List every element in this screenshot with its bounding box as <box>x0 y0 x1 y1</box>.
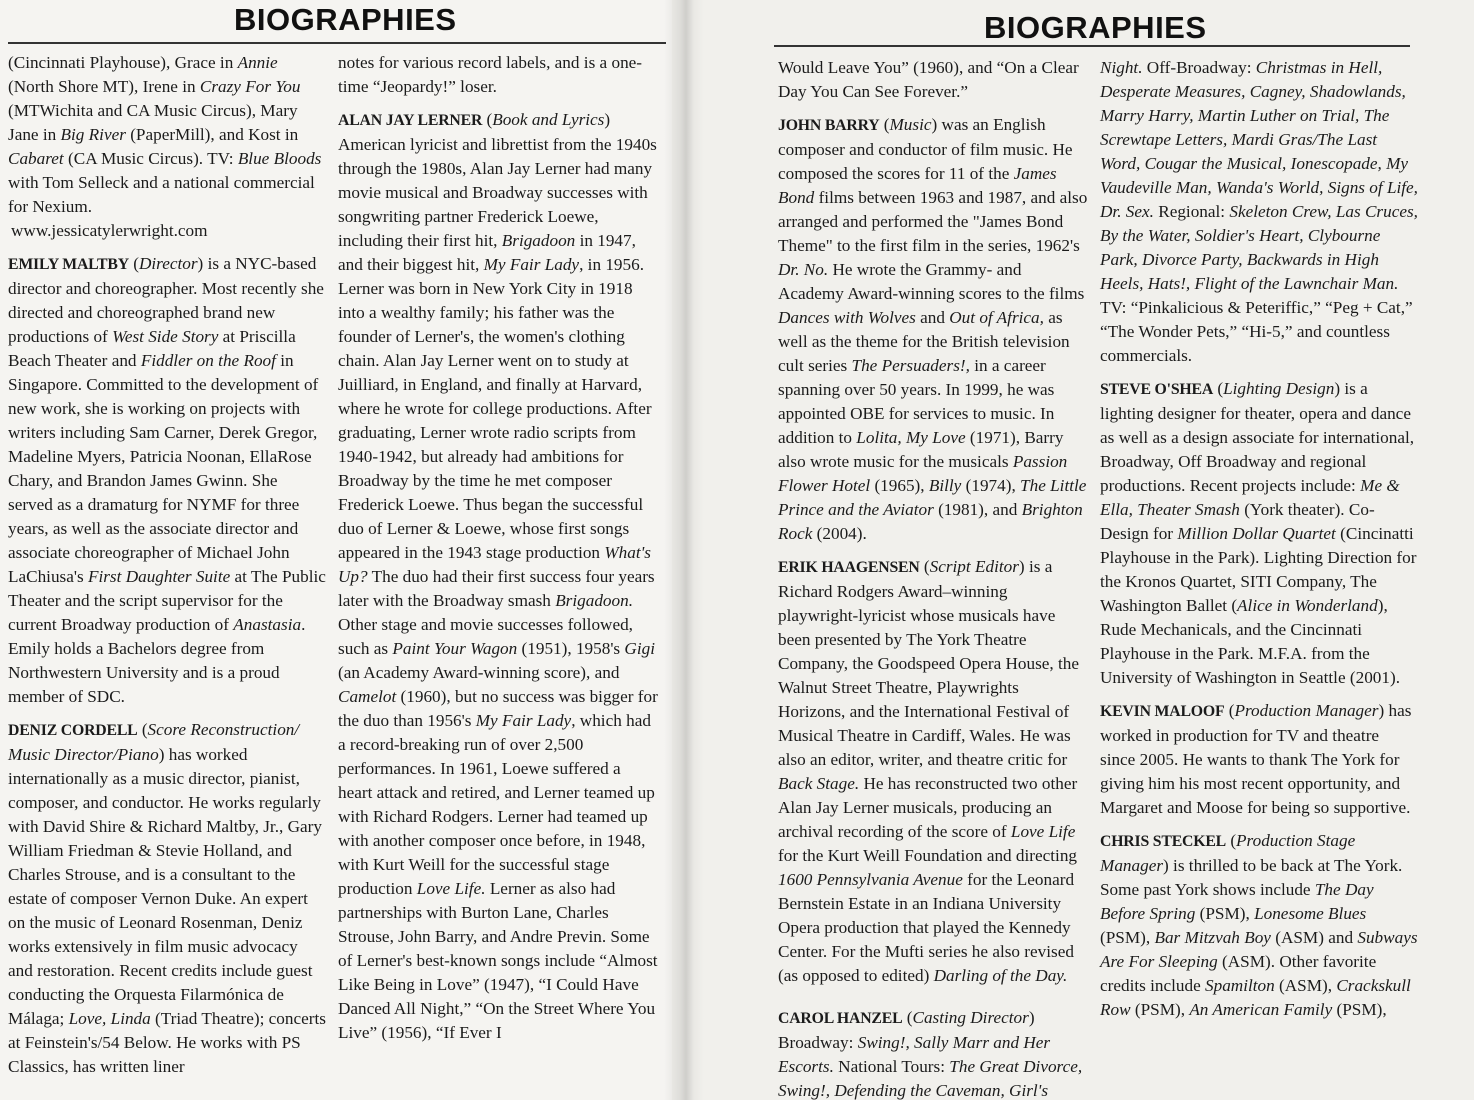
page-title: BIOGRAPHIES <box>234 2 457 37</box>
bio-deniz-cordell: DENIZ CORDELL (Score Reconstruction/ Music Director/Piano) has worked internationally as a music director, pianist, composer, and conductor. He works regularly with David Shire & Richard Maltby, Jr., Gary William Friedman & Stevie Holland, and Charles Strouse, and is a consultant to the estate of composer Vernon Duke. An expert on the music of Leonard Rosenman, Deniz works extensively in film music advocacy and restoration. Recent credits include guest conducting the Orquesta Filarmónica de Málaga; Love, Linda (Triad Theatre); concerts at Feinstein's/54 Below. He works with PS Classics, has written liner <box>8 720 326 1076</box>
bio-name: STEVE O'SHEA <box>1100 381 1214 398</box>
page-gutter-shadow <box>664 0 704 1100</box>
left-page <box>0 0 672 1100</box>
bio-emily-maltby: EMILY MALTBY (Director) is a NYC-based director and choreographer. Most recently she directed and choreographed brand new productions of West Side Story at Priscilla Beach Theater and Fiddler on the Roof in Singapore. Committed to the development of new work, she is working on projects with writers including Sam Carner, Derek Gregor, Madeline Myers, Patricia Noonan, EllaRose Chary, and Brandon James Gwinn. She served as a dramaturg for NYMF for three years, as well as the associate director and associate choreographer of Michael John LaChiusa's First Daughter Suite at The Public Theater and the script supervisor for the current Broadway production of Anastasia. Emily holds a Bachelors degree from Northwestern University and is a proud member of SDC. <box>8 254 326 706</box>
bio-lerner-continued: Would Leave You” (1960), and “On a Clear Day You Can See Forever.” <box>778 58 1079 101</box>
bio-chris-steckel: CHRIS STECKEL (Production Stage Manager) is thrilled to be back at The York. Some past York shows include The Day Before Spring (PSM), Lonesome Blues (PSM), Bar Mitzvah Boy (ASM) and Subways Are For Sleeping (ASM). Other favorite credits include Spamilton (ASM), Crackskull Row (PSM), An American Family (PSM), <box>1100 831 1418 1019</box>
page-title: BIOGRAPHIES <box>984 10 1207 45</box>
bio-name: ERIK HAAGENSEN <box>778 559 920 576</box>
bio-role: Director <box>138 254 198 273</box>
bio-steve-oshea: STEVE O'SHEA (Lighting Design) is a lighting designer for theater, opera and dance as well as a design associate for international, Broadway, Off Broadway and regional productions. Recent projects include: Me & Ella, Theater Smash (York theater). Co-Design for Million Dollar Quartet (Cincinatti Playhouse in the Park). Lighting Direction for the Kronos Quartet, SITI Company, The Washington Ballet (Alice in Wonderland), Rude Mechanicals, and the Cincinnati Playhouse in the Park. M.F.A. from the University of Washington in Seattle (2001). <box>1100 379 1417 687</box>
bio-role: Production Stage Manager <box>1100 831 1356 875</box>
bio-erik-haagensen: ERIK HAAGENSEN (Script Editor) is a Richard Rodgers Award–winning playwright-lyricist whose musicals have been presented by The York Theatre Company, the Goodspeed Opera House, the Walnut Street Theatre, Playwrights Horizons, and the International Festival of Musical Theatre in Cardiff, Wales. He was also an editor, writer, and theatre critic for Back Stage. He has reconstructed two other Alan Jay Lerner musicals, producing an archival recording of the score of Love Life for the Kurt Weill Foundation and directing 1600 Pennsylvania Avenue for the Leonard Bernstein Estate in an Indiana University Opera production that played the Kennedy Center. For the Mufti series he also revised (as opposed to edited) Darling of the Day. <box>778 557 1080 985</box>
bio-role: Casting Director <box>912 1008 1029 1027</box>
right-column-1 <box>778 56 1090 1100</box>
bio-role: Script Editor <box>929 557 1019 576</box>
bio-name: JOHN BARRY <box>778 117 880 134</box>
left-column-2 <box>338 51 658 1054</box>
bio-john-barry: JOHN BARRY (Music) was an English composer and conductor of film music. He composed the scores for 11 of the James Bond films between 1963 and 1987, and also arranged and performed the "James Bond Theme" to the first film in the series, 1962's Dr. No. He wrote the Grammy- and Academy Award-winning scores to the films Dances with Wolves and Out of Africa, as well as the theme for the British television cult series The Persuaders!, in a career spanning over 50 years. In 1999, he was appointed OBE for services to music. In addition to Lolita, My Love (1971), Barry also wrote music for the musicals Passion Flower Hotel (1965), Billy (1974), The Little Prince and the Aviator (1981), and Brighton Rock (2004). <box>778 115 1088 543</box>
bio-role: Lighting Design <box>1223 379 1335 398</box>
bio-cordell-continued: notes for various record labels, and is a one-time “Jeopardy!” loser. <box>338 53 643 96</box>
bio-role: Music <box>889 115 932 134</box>
bio-role: Production Manager <box>1234 701 1379 720</box>
bio-name: KEVIN MALOOF <box>1100 703 1225 720</box>
bio-role: Book and Lyrics <box>492 110 605 129</box>
bio-alan-jay-lerner: ALAN JAY LERNER (Book and Lyrics) American lyricist and librettist from the 1940s through the 1980s, Alan Jay Lerner had many movie musical and Broadway successes with songwriting partner Frederick Loewe, including their first hit, Brigadoon in 1947, and their biggest hit, My Fair Lady, in 1956. Lerner was born in New York City in 1918 into a wealthy family; his father was the founder of Lerner's, the women's clothing chain. Alan Jay Lerner went on to study at Juilliard, in England, and finally at Harvard, where he wrote for college productions. After graduating, Lerner wrote radio scripts from 1940-1942, but already had ambitions for Broadway by the time he met composer Frederick Loewe. Thus began the successful duo of Lerner & Loewe, whose first songs appeared in the 1943 stage production What's Up? The duo had their first success four years later with the Broadway smash Brigadoon. Other stage and movie successes followed, such as Paint Your Wagon (1951), 1958's Gigi (an Academy Award-winning score), and Camelot (1960), but no success was bigger for the duo than 1956's My Fair Lady, which had a record-breaking run of over 2,500 performances. In 1961, Loewe suffered a heart attack and retired, and Lerner teamed up with Richard Rodgers. Lerner had teamed up with another composer once before, in 1948, with Kurt Weill for the successful stage production Love Life. Lerner as also had partnerships with Burton Lane, Charles Strouse, John Barry, and Andre Previn. Some of Lerner's best-known songs include “Almost Like Being in Love” (1947), “I Could Have Danced All Night,” “On the Street Where You Live” (1956), “If Ever I <box>338 110 658 1042</box>
bio-name: DENIZ CORDELL <box>8 722 138 739</box>
bio-name: ALAN JAY LERNER <box>338 112 483 129</box>
website-url: www.jessicatylerwright.com <box>11 221 208 240</box>
title-rule <box>774 45 1410 47</box>
left-column-1 <box>8 51 326 1088</box>
right-page <box>672 0 1474 1100</box>
bio-hanzel-continued: Night. Off-Broadway: Christmas in Hell, Desperate Measures, Cagney, Shadowlands, Marry Harry, Martin Luther on Trial, The Screwtape Letters, Mardi Gras/The Last Word, Cougar the Musical, Ionescopade, My Vaudeville Man, Wanda's World, Signs of Life, Dr. Sex. Regional: Skeleton Crew, Las Cruces, By the Water, Soldier's Heart, Clybourne Park, Divorce Party, Backwards in High Heels, Hats!, Flight of the Lawnchair Man. TV: “Pinkalicious & Peteriffic,” “Peg + Cat,” “The Wonder Pets,” “Hi-5,” and countless commercials. <box>1100 58 1418 365</box>
bio-name: EMILY MALTBY <box>8 256 129 273</box>
right-column-2 <box>1100 56 1418 1031</box>
bio-name: CAROL HANZEL <box>778 1010 903 1027</box>
bio-carol-hanzel: CAROL HANZEL (Casting Director) Broadway: Swing!, Sally Marr and Her Escorts. National Tours: The Great Divorce, Swing!, Defending the Caveman, Girl's <box>778 1008 1083 1100</box>
bio-role: Score Reconstruction/ Music Director/Piano <box>8 720 300 764</box>
bio-kevin-maloof: KEVIN MALOOF (Production Manager) has worked in production for TV and theatre since 2005. He wants to thank The York for giving him his most recent opportunity, and Margaret and Moose for being so supportive. <box>1100 701 1412 817</box>
bio-wright-continued: (Cincinnati Playhouse), Grace in Annie (North Shore MT), Irene in Crazy For You (MTWichita and CA Music Circus), Mary Jane in Big River (PaperMill), and Kost in Cabaret (CA Music Circus). TV: Blue Bloods with Tom Selleck and a national commercial for Nexium. www.jessicatylerwright.com <box>8 53 322 240</box>
title-rule <box>8 42 666 44</box>
bio-name: CHRIS STECKEL <box>1100 833 1227 850</box>
